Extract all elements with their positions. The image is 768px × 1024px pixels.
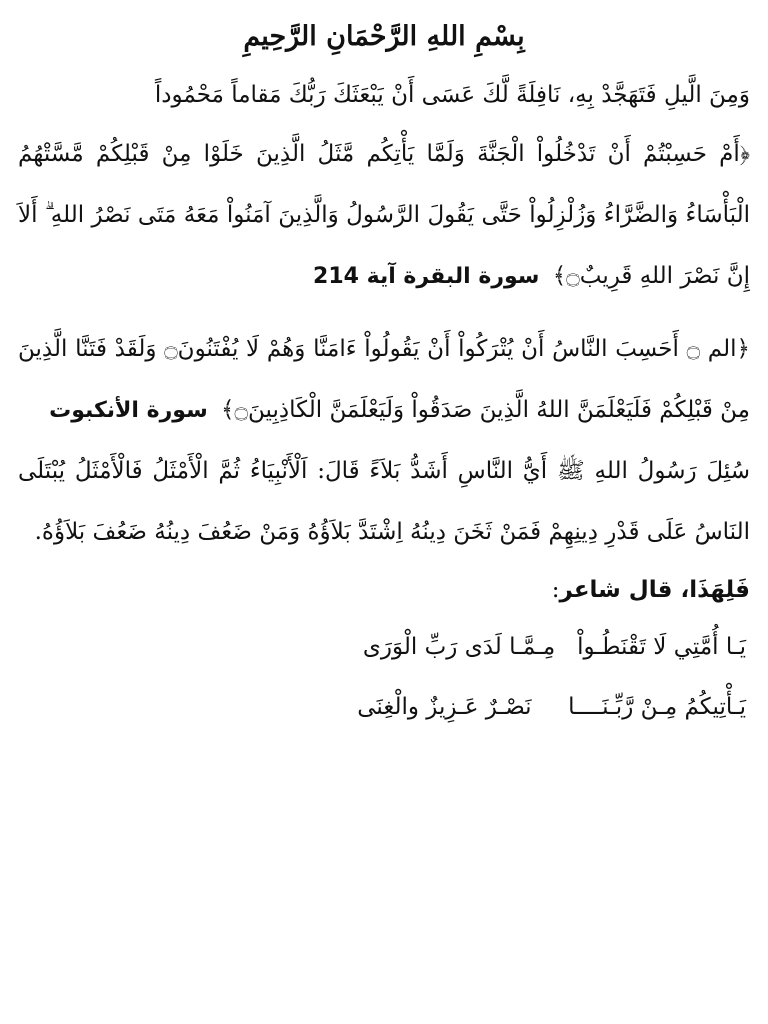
- baqarah-verse-paragraph: [18, 124, 750, 307]
- poem-verse-1-left: مِـمَّـا لَدَى رَبِّ الْوَرَى: [362, 634, 556, 660]
- ankabut-verse-paragraph: [18, 319, 750, 441]
- basmala-heading: بِسْمِ اللهِ الرَّحْمَانِ الرَّحِيمِ: [243, 21, 525, 52]
- poet-intro-colon: :: [551, 577, 560, 603]
- poem-verse-1-right: يَـا أُمَّتِي لَا تَقْنَطُـواْ: [577, 634, 746, 660]
- hadith-paragraph: سُئِلَ رَسُولُ اللهِ ﷺ أَيُّ النَّاسِ أَشَدُّ بَلاَءً قَالَ: اَلْأَنْبِيَاءُ ثُمَّ الْأَمْثَلُ فَالْأَمْثَلُ يُبْتَلَى النَاسُ عَلَى قَدْرِ دِينِهِمْ فَمَنْ ثَخَنَ دِينُهُ اِشْتَدَّ بَلاَؤُهُ وَمَنْ ضَعُفَ دِينُهُ ضَعُفَ بَلاَؤُهُ.: [18, 458, 750, 545]
- baqarah-reference: سورة البقرة آية 214: [313, 264, 540, 289]
- poem-verse-2-right: يَـأْتِيكُمُ مِـنْ رَّبِّـنَــــا: [568, 694, 746, 720]
- ankabut-reference: سورة الأنكبوت: [49, 398, 208, 423]
- baqarah-verse-text: ﴿أَمْ حَسِبْتُمْ أَنْ تَدْخُلُواْ الْجَنَّةَ وَلَمَّا يَأْتِكُم مَّثَلُ الَّذِينَ خَلَوْا مِنْ قَبْلِكُمْ مَّسَّتْهُمُ الْبَأْسَاءُ وَالضَّرَّاءُ وَزُلْزِلُواْ حَتَّى يَقُولَ الرَّسُولُ وَالَّذِينَ آمَنُواْ مَعَهُ مَتَى نَصْرُ اللهِ ۗ أَلاَ إِنَّ نَصْرَ اللهِ قَرِيبٌ۝﴾: [18, 141, 750, 289]
- document-page: [18, 14, 750, 737]
- isra-verse-paragraph: وَمِنَ الَّيلِ فَتَهَجَّدْ بِهِ، نَافِلَةً لَّكَ عَسَى أَنْ يَبْعَثَكَ رَبُّكَ مَقاماً مَحْمُوداً: [154, 82, 750, 108]
- poem-verse-1: [18, 617, 750, 677]
- poem-verse-2: [18, 677, 750, 737]
- ankabut-verse-text: ﴿الم ۝ أَحَسِبَ النَّاسُ أَنْ يُتْرَكُواْ أَنْ يَقُولُواْ ءَامَنَّا وَهُمْ لَا يُفْتَنُونَ۝ وَلَقَدْ فَتَنَّا الَّذِينَ مِنْ قَبْلِكُمْ فَلَيَعْلَمَنَّ اللهُ الَّذِينَ صَدَقُواْ وَلَيَعْلَمَنَّ الْكَاذِبِينَ۝﴾: [18, 336, 750, 423]
- poet-intro-text: فَلِهَذَا، قال شاعر: [559, 577, 750, 603]
- poem-verse-2-left: نَصْـرٌ عَـزِيزٌ والْغِنَى: [357, 694, 532, 720]
- poet-intro-line: [18, 563, 750, 617]
